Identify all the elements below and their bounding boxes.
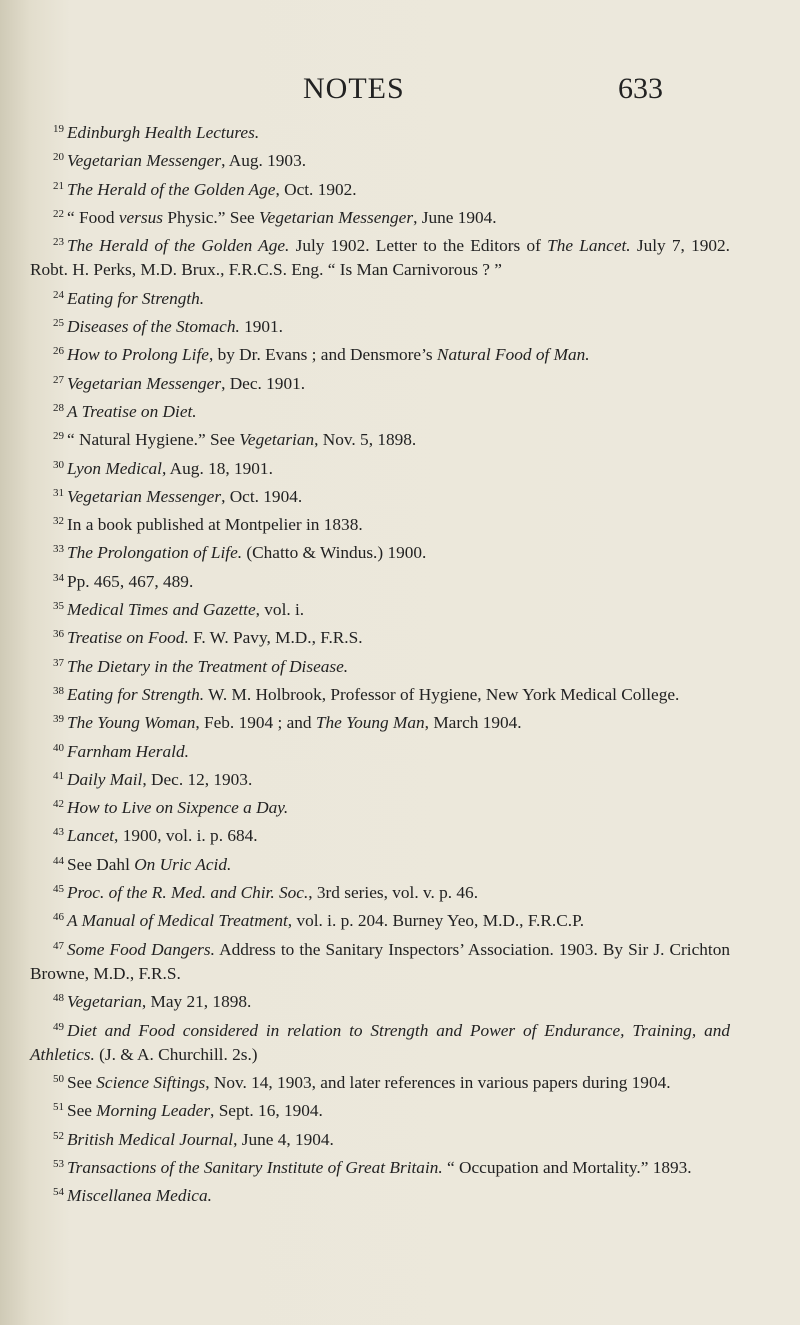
endnote-number: 35 — [53, 600, 64, 613]
endnote-text: , vol. i. p. 204. Burney Yeo, M.D., F.R.C.P. — [287, 911, 585, 931]
endnote-title: The Young Woman — [67, 713, 196, 733]
endnote-title: The Dietary in the Treatment of Disease. — [67, 656, 349, 676]
endnote-number: 31 — [53, 486, 64, 499]
endnote-number: 45 — [53, 883, 64, 896]
endnote — [30, 368, 730, 396]
endnote-text: Pp. 465, 467, 489. — [67, 571, 194, 591]
endnote — [30, 877, 730, 905]
endnote-text: July 1902. Letter to the Editors of — [289, 236, 548, 256]
endnote-number: 25 — [53, 317, 64, 330]
endnote-text: “ Food — [67, 207, 119, 227]
endnote-title: A Manual of Medical Treatment — [67, 911, 288, 931]
endnote — [30, 905, 730, 933]
endnote-text: (Chatto & Windus.) 1900. — [242, 543, 427, 563]
endnote-title: Eating for Strength. — [67, 288, 205, 308]
endnote-title: Eating for Strength. — [67, 684, 205, 704]
endnote-number: 27 — [53, 373, 64, 386]
endnote-title: British Medical Journal — [67, 1129, 234, 1149]
endnote-title: The Young Man — [315, 713, 425, 733]
endnote-title: Vegetarian Messenger — [67, 151, 222, 171]
endnote — [30, 202, 730, 230]
endnote-text: (J. & A. Churchill. 2s.) — [94, 1044, 258, 1064]
endnote — [30, 792, 730, 820]
endnote-text: “ Occupation and Mortality.” 1893. — [442, 1157, 692, 1177]
endnote-title: How to Live on Sixpence a Day. — [67, 798, 289, 818]
endnote-title: Some Food Dangers. — [67, 939, 215, 959]
endnote-number: 34 — [53, 571, 64, 584]
endnote-text: , Sept. 16, 1904. — [210, 1101, 323, 1121]
endnote-number: 24 — [53, 288, 64, 301]
endnote — [30, 1124, 730, 1152]
endnote — [30, 339, 730, 367]
endnote-number: 49 — [53, 1020, 64, 1033]
endnote-number: 28 — [53, 401, 64, 414]
endnote-text: , Aug. 1903. — [221, 151, 307, 171]
endnote-number: 40 — [53, 741, 64, 754]
endnote-title: Diet and Food considered in relation to Strength and Power of Endurance, Training, and Athletics. — [30, 1020, 730, 1064]
endnote-text: , March 1904. — [424, 713, 522, 733]
endnote-title: Vegetarian — [67, 992, 142, 1012]
endnote-number: 47 — [53, 939, 64, 952]
endnote-number: 22 — [53, 207, 64, 220]
endnote-title: Medical Times and Gazette — [67, 600, 256, 620]
endnote-text: , Nov. 5, 1898. — [314, 430, 417, 450]
endnote — [30, 1067, 730, 1095]
endnote-text: W. M. Holbrook, Professor of Hygiene, New York Medical College. — [204, 684, 680, 704]
endnote-number: 23 — [53, 236, 64, 249]
endnote — [30, 453, 730, 481]
endnote-number: 19 — [53, 123, 64, 135]
endnote-title: Edinburgh Health Lectures. — [67, 123, 260, 142]
endnote-number: 51 — [53, 1101, 64, 1114]
endnote — [30, 651, 730, 679]
endnote-title: Lancet — [67, 826, 115, 846]
endnote — [30, 117, 730, 145]
endnote-title: Vegetarian Messenger — [259, 207, 414, 227]
endnote — [30, 230, 730, 283]
endnote-title: Morning Leader — [96, 1101, 211, 1121]
endnote-title: Miscellanea Medica. — [67, 1186, 212, 1206]
endnote-text: In a book published at Montpelier in 1838. — [67, 515, 363, 535]
endnote — [30, 145, 730, 173]
endnote-number: 21 — [53, 179, 64, 192]
endnote-title: Science Siftings — [96, 1073, 206, 1093]
endnote — [30, 934, 730, 987]
endnote-number: 39 — [53, 713, 64, 726]
endnote-title: Vegetarian Messenger — [67, 373, 222, 393]
endnote — [30, 622, 730, 650]
endnote-text: , June 4, 1904. — [233, 1129, 334, 1149]
endnote-text: , vol. i. — [255, 600, 305, 620]
endnote-number: 44 — [53, 854, 64, 867]
endnote-text: See Dahl — [67, 854, 135, 874]
endnote-number: 32 — [53, 515, 64, 528]
endnote — [30, 736, 730, 764]
endnote-text: , 3rd series, vol. v. p. 46. — [308, 883, 479, 903]
endnote-text: , Oct. 1902. — [275, 179, 357, 199]
endnotes-list — [30, 117, 730, 1209]
endnote — [30, 311, 730, 339]
endnote — [30, 1180, 730, 1208]
endnote — [30, 509, 730, 537]
endnote-number: 53 — [53, 1157, 64, 1170]
page-header — [0, 72, 800, 112]
endnote — [30, 820, 730, 848]
endnote-number: 33 — [53, 543, 64, 556]
endnote — [30, 679, 730, 707]
endnote — [30, 1095, 730, 1123]
endnote-number: 29 — [53, 430, 64, 443]
endnote-text: Address to the Sanitary Inspectors’ Association. 1903. By Sir J. Crichton Browne, M.D., F.R.S. — [30, 939, 731, 983]
endnote-text: , June 1904. — [413, 207, 497, 227]
endnote-title: The Prolongation of Life. — [67, 543, 243, 563]
endnote — [30, 283, 730, 311]
endnote-title: Lyon Medical — [67, 458, 162, 478]
endnote-text: See — [67, 1101, 97, 1121]
endnote-title: Natural Food of Man. — [436, 345, 590, 365]
endnote-text: , May 21, 1898. — [141, 992, 252, 1012]
endnote-number: 42 — [53, 798, 64, 811]
endnote-title: versus — [118, 207, 164, 227]
endnote-text: “ Natural Hygiene.” See — [67, 430, 240, 450]
endnote-text: , Dec. 1901. — [221, 373, 306, 393]
endnote-text: , 1900, vol. i. p. 684. — [114, 826, 258, 846]
endnote-title: Treatise on Food. — [67, 628, 189, 648]
endnote-number: 46 — [53, 911, 64, 924]
endnote-number: 54 — [53, 1186, 64, 1199]
endnote-title: Transactions of the Sanitary Institute of Great Britain. — [67, 1157, 443, 1177]
endnote — [30, 707, 730, 735]
endnote-number: 41 — [53, 769, 64, 782]
page-number: 633 — [618, 72, 663, 105]
endnote-number: 38 — [53, 684, 64, 697]
endnote-number: 26 — [53, 345, 64, 358]
endnote-number: 36 — [53, 628, 64, 641]
endnote — [30, 537, 730, 565]
endnote-title: Vegetarian Messenger — [67, 486, 222, 506]
endnote — [30, 396, 730, 424]
endnote — [30, 1152, 730, 1180]
endnote-title: The Herald of the Golden Age — [67, 179, 276, 199]
endnote-number: 48 — [53, 992, 64, 1005]
endnote-title: The Lancet. — [547, 236, 631, 256]
endnote-text: , Dec. 12, 1903. — [142, 769, 253, 789]
endnote-text: , by Dr. Evans ; and Densmore’s — [208, 345, 437, 365]
endnote-text: 1901. — [239, 317, 283, 337]
endnote — [30, 594, 730, 622]
endnote-number: 37 — [53, 656, 64, 669]
endnote-title: On Uric Acid. — [134, 854, 232, 874]
endnote-text: , Feb. 1904 ; and — [195, 713, 316, 733]
endnote-text: , Nov. 14, 1903, and later references in various papers during 1904. — [205, 1073, 671, 1093]
endnote-number: 30 — [53, 458, 64, 471]
endnote-title: Proc. of the R. Med. and Chir. Soc. — [67, 883, 309, 903]
endnote-text: , Oct. 1904. — [221, 486, 303, 506]
running-head: NOTES — [303, 72, 405, 105]
endnote-title: Farnham Herald. — [67, 741, 189, 761]
endnote — [30, 566, 730, 594]
endnote-number: 20 — [53, 151, 64, 164]
endnote — [30, 1015, 730, 1068]
endnote-number: 50 — [53, 1073, 64, 1086]
endnote — [30, 849, 730, 877]
endnote-title: Daily Mail — [67, 769, 143, 789]
endnote-text: July 7, 1902. Robt. H. Perks, M.D. Brux., F.R.C.S. Eng. “ Is Man Carnivorous ? ” — [30, 236, 730, 280]
endnote — [30, 424, 730, 452]
endnote-number: 52 — [53, 1129, 64, 1142]
endnote-text: F. W. Pavy, M.D., F.R.S. — [188, 628, 363, 648]
endnote-text: Physic.” See — [163, 207, 260, 227]
endnote-title: Diseases of the Stomach. — [67, 317, 240, 337]
endnote — [30, 986, 730, 1014]
endnote — [30, 174, 730, 202]
endnote-title: Vegetarian — [239, 430, 315, 450]
endnote-number: 43 — [53, 826, 64, 839]
endnote-title: The Herald of the Golden Age. — [67, 236, 290, 256]
endnote — [30, 764, 730, 792]
endnote-text: See — [67, 1073, 97, 1093]
endnote-title: A Treatise on Diet. — [67, 401, 197, 421]
endnote-text: , Aug. 18, 1901. — [162, 458, 273, 478]
endnote — [30, 481, 730, 509]
endnote-title: How to Prolong Life — [67, 345, 209, 365]
